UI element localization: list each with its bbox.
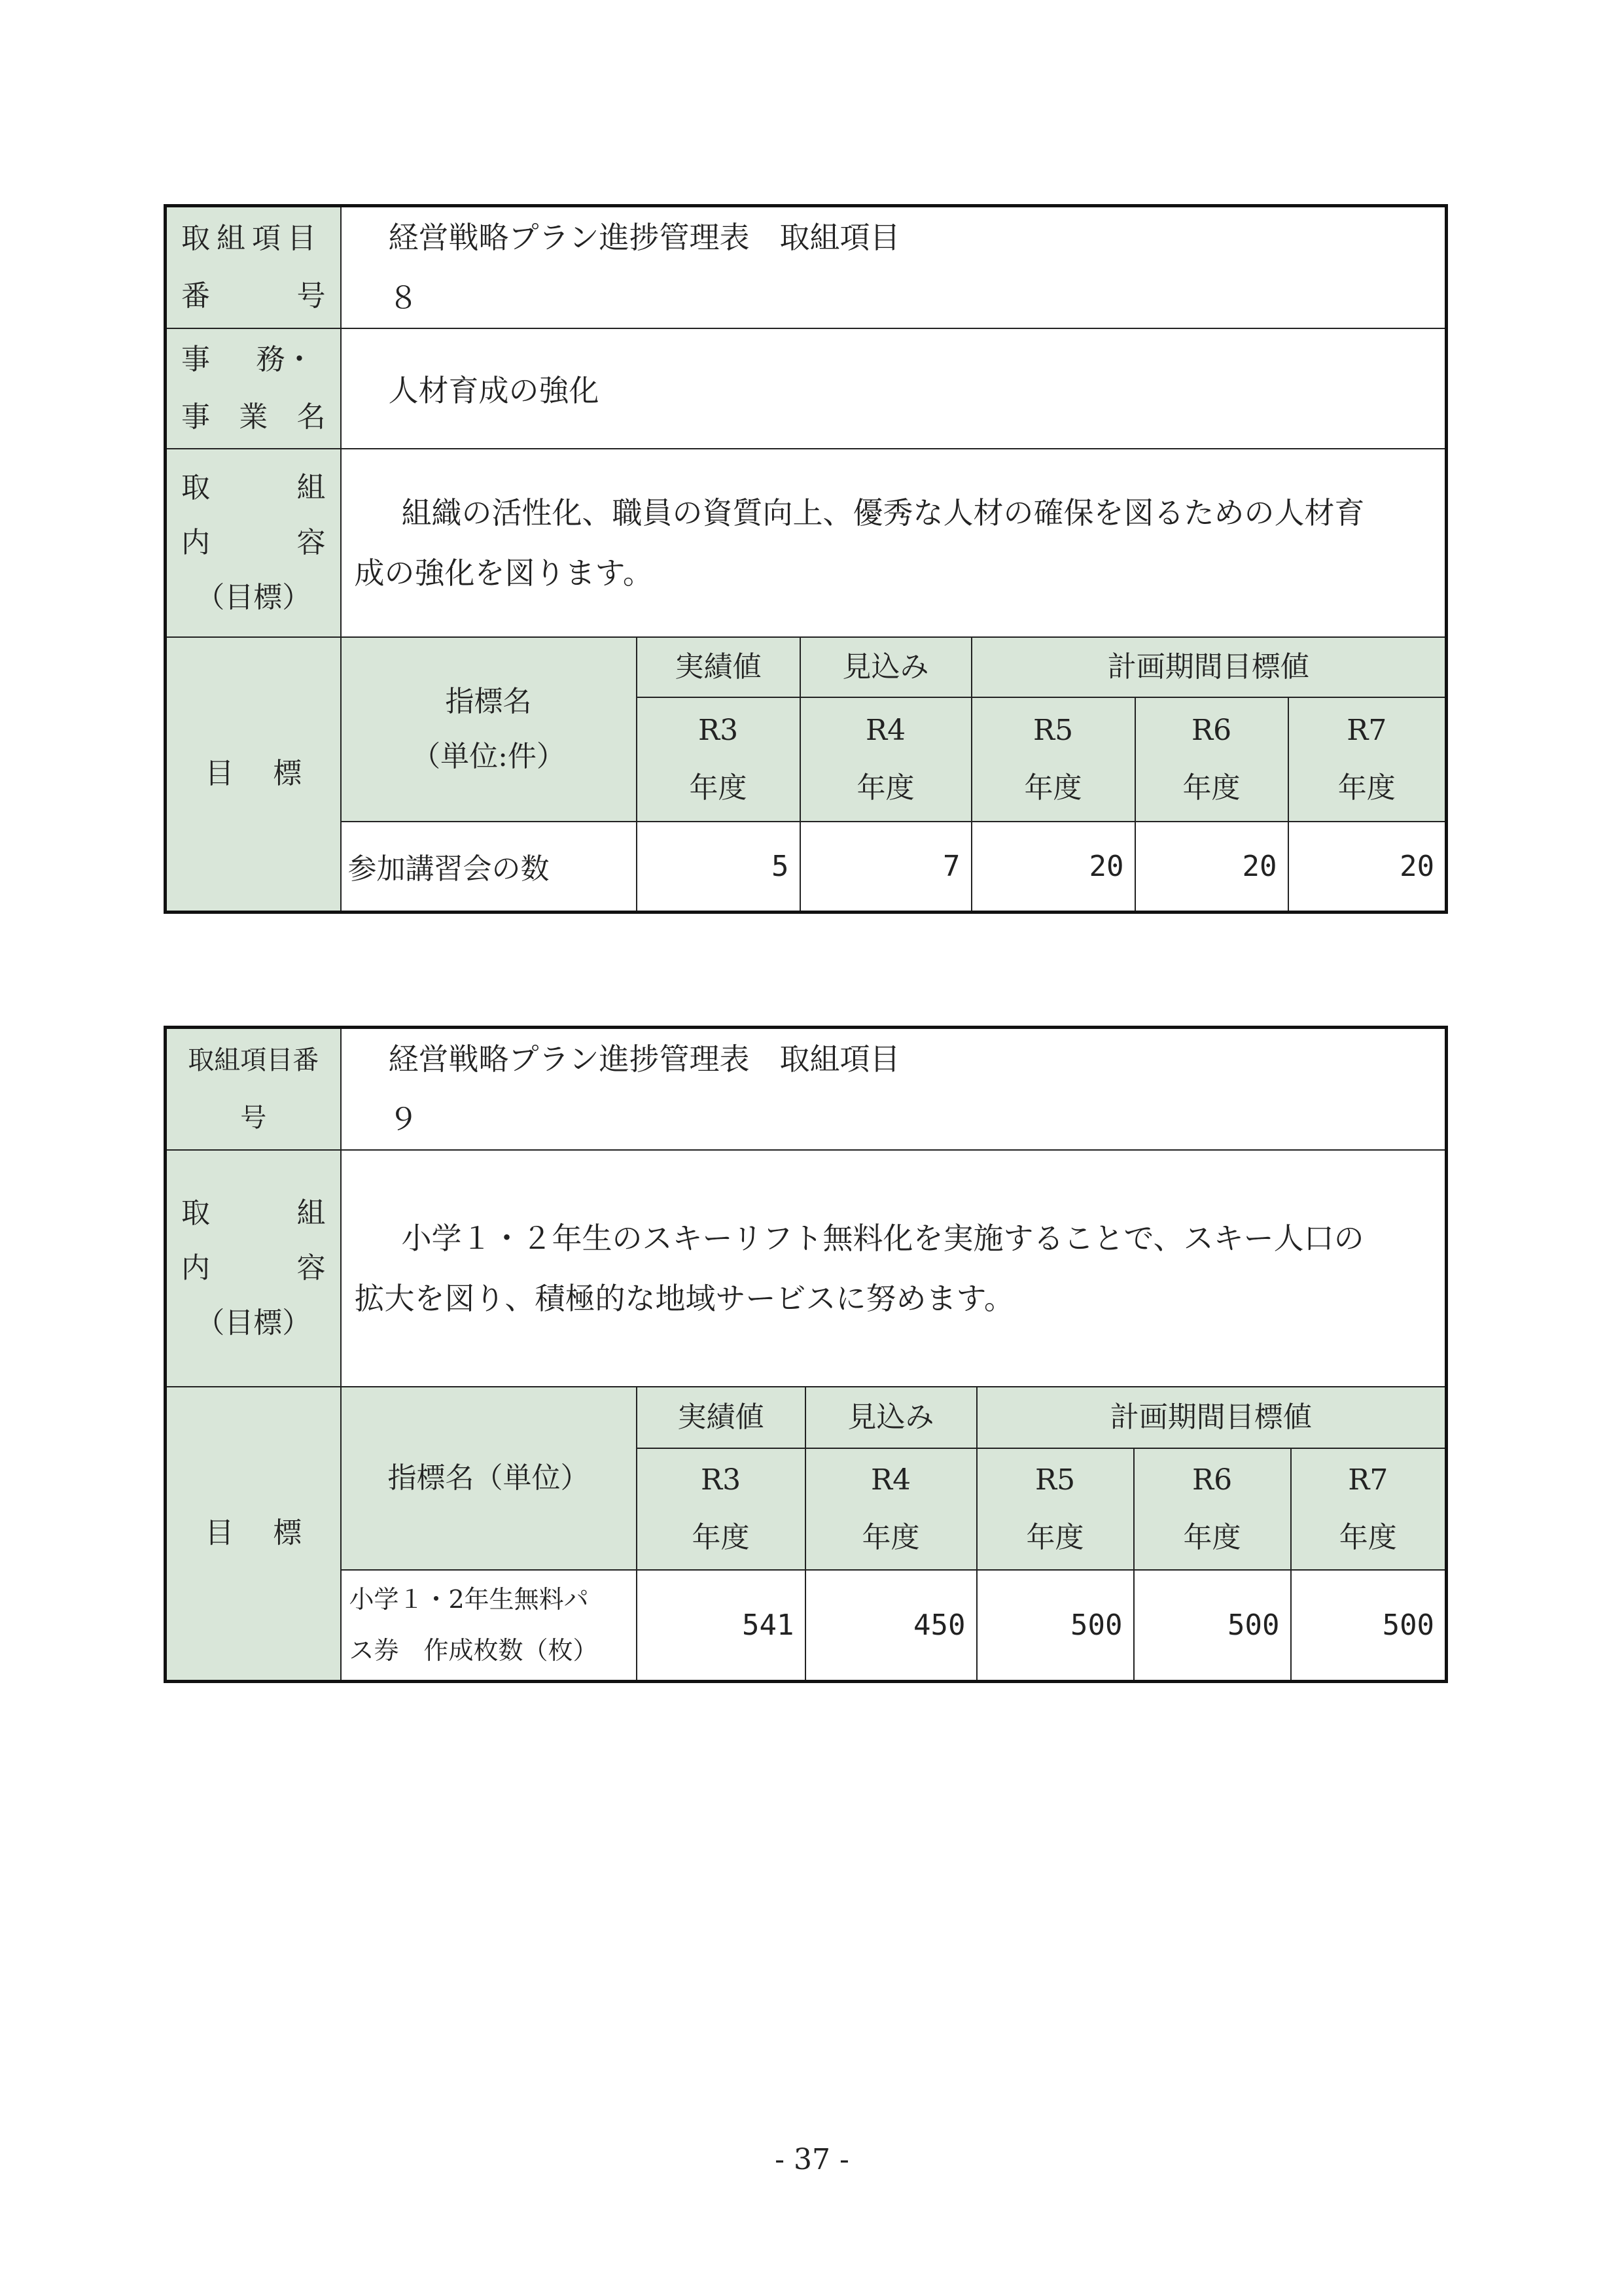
business-label-ji2: 事 bbox=[181, 400, 210, 434]
business-name: 人材育成の強化 bbox=[341, 328, 1447, 449]
year-unit: 年度 bbox=[689, 771, 747, 805]
target-label bbox=[166, 637, 341, 912]
sheet-item-8 bbox=[164, 204, 1445, 914]
year-unit: 年度 bbox=[1182, 771, 1241, 805]
business-label-gyou: 業 bbox=[239, 400, 268, 434]
item-number-label bbox=[166, 1028, 341, 1151]
year-r3 bbox=[637, 1448, 805, 1570]
year-unit: 年度 bbox=[1337, 771, 1396, 805]
content-label-target: （目標） bbox=[196, 1306, 311, 1340]
item-number: ９ bbox=[388, 1102, 419, 1137]
table-row bbox=[166, 1570, 1447, 1681]
plan-header: 計画期間目標値 bbox=[977, 1387, 1447, 1448]
year-r5 bbox=[977, 1448, 1134, 1570]
target-label-hyou: 標 bbox=[273, 757, 302, 791]
content-label-kumi: 組 bbox=[296, 471, 326, 504]
indicator-name bbox=[341, 1570, 637, 1681]
year-r4 bbox=[800, 697, 972, 822]
content-label-target: （目標） bbox=[196, 581, 311, 614]
actual-header: 実績値 bbox=[637, 1387, 805, 1448]
forecast-header: 見込み bbox=[800, 637, 972, 697]
indicator-name-line2: ス券 作成枚数（枚） bbox=[349, 1636, 598, 1665]
content-text-line1: 組織の活性化、職員の資質向上、優秀な人材の確保を図るための人材育 bbox=[401, 495, 1365, 531]
year-era: R7 bbox=[1348, 1463, 1388, 1497]
forecast-header: 見込み bbox=[805, 1387, 977, 1448]
content-text-line2: 拡大を図り、積極的な地域サービスに努めます。 bbox=[354, 1281, 1014, 1316]
value-r3: 5 bbox=[637, 822, 800, 912]
year-r7 bbox=[1291, 1448, 1447, 1570]
indicator-header bbox=[341, 637, 637, 822]
page-number: - 37 - bbox=[775, 2143, 849, 2176]
year-era: R4 bbox=[870, 1463, 911, 1497]
content-label-you: 容 bbox=[296, 526, 326, 559]
year-r6 bbox=[1135, 697, 1288, 822]
content-label-tori: 取 bbox=[181, 1196, 210, 1230]
item-number-value-cell bbox=[341, 1028, 1447, 1151]
target-label-hyou: 標 bbox=[273, 1516, 302, 1550]
value-r3: 541 bbox=[637, 1570, 805, 1681]
value-r4: 450 bbox=[805, 1570, 977, 1681]
content-label bbox=[166, 449, 341, 637]
year-era: R4 bbox=[865, 714, 906, 747]
actual-header: 実績値 bbox=[637, 637, 800, 697]
plan-title: 経営戦略プラン進捗管理表 取組項目 bbox=[388, 220, 900, 255]
indicator-header-line1: 指標名 bbox=[445, 685, 532, 718]
item-number-label-gou: 号 bbox=[296, 279, 326, 313]
item-9-table bbox=[164, 1026, 1448, 1683]
business-label-ji: 事 bbox=[181, 343, 210, 376]
value-r6: 500 bbox=[1134, 1570, 1291, 1681]
year-unit: 年度 bbox=[1026, 1521, 1084, 1554]
plan-header: 計画期間目標値 bbox=[972, 637, 1447, 697]
plan-title: 経営戦略プラン進捗管理表 取組項目 bbox=[388, 1041, 900, 1077]
content-label-kumi: 組 bbox=[296, 1196, 326, 1230]
content-text-line1: 小学１・２年生のスキーリフト無料化を実施することで、スキー人口の bbox=[401, 1221, 1364, 1256]
indicator-header: 指標名（単位） bbox=[341, 1387, 637, 1570]
value-r4: 7 bbox=[800, 822, 972, 912]
business-label-mu: 務・ bbox=[256, 343, 314, 376]
indicator-name: 参加講習会の数 bbox=[341, 822, 637, 912]
year-unit: 年度 bbox=[1024, 771, 1082, 805]
business-label-mei: 名 bbox=[296, 400, 326, 434]
item-number-label-line2: 号 bbox=[240, 1103, 267, 1133]
item-number-label-line1: 取組項目 bbox=[181, 222, 323, 255]
indicator-name-line1: 小学１・2年生無料パ bbox=[349, 1585, 589, 1614]
item-number-label bbox=[166, 206, 341, 329]
content-label-tori: 取 bbox=[181, 471, 210, 504]
value-r7: 20 bbox=[1288, 822, 1447, 912]
content-text bbox=[341, 1150, 1447, 1387]
year-r3 bbox=[637, 697, 800, 822]
content-text-line2: 成の強化を図ります。 bbox=[354, 555, 653, 591]
content-label-you: 容 bbox=[296, 1251, 326, 1285]
value-r5: 500 bbox=[977, 1570, 1134, 1681]
year-r4 bbox=[805, 1448, 977, 1570]
item-number: ８ bbox=[388, 280, 419, 315]
content-text bbox=[341, 449, 1447, 637]
indicator-header-line2: （単位:件） bbox=[412, 740, 565, 773]
year-unit: 年度 bbox=[692, 1521, 750, 1554]
year-unit: 年度 bbox=[1183, 1521, 1241, 1554]
year-r7 bbox=[1288, 697, 1447, 822]
year-unit: 年度 bbox=[1339, 1521, 1397, 1554]
value-r5: 20 bbox=[972, 822, 1135, 912]
content-label bbox=[166, 1150, 341, 1387]
item-8-table bbox=[164, 204, 1448, 914]
item-number-value-cell bbox=[341, 206, 1447, 329]
sheet-item-9 bbox=[164, 1026, 1445, 1683]
year-era: R3 bbox=[697, 714, 739, 747]
year-era: R7 bbox=[1347, 714, 1387, 747]
year-era: R5 bbox=[1033, 714, 1074, 747]
year-era: R3 bbox=[700, 1463, 741, 1497]
table-row bbox=[166, 822, 1447, 912]
target-label-moku: 目 bbox=[205, 1516, 234, 1550]
year-r5 bbox=[972, 697, 1135, 822]
year-era: R5 bbox=[1034, 1463, 1076, 1497]
content-label-nai: 内 bbox=[181, 526, 210, 559]
item-number-label-line1: 取組項目番 bbox=[188, 1045, 319, 1075]
content-label-nai: 内 bbox=[181, 1251, 210, 1285]
business-name-label bbox=[166, 328, 341, 449]
year-era: R6 bbox=[1192, 1463, 1233, 1497]
year-unit: 年度 bbox=[862, 1521, 920, 1554]
year-era: R6 bbox=[1191, 714, 1232, 747]
value-r6: 20 bbox=[1135, 822, 1288, 912]
target-label-moku: 目 bbox=[205, 757, 234, 791]
year-r6 bbox=[1134, 1448, 1291, 1570]
value-r7: 500 bbox=[1291, 1570, 1447, 1681]
year-unit: 年度 bbox=[856, 771, 915, 805]
target-label bbox=[166, 1387, 341, 1681]
item-number-label-ban: 番 bbox=[181, 279, 210, 313]
